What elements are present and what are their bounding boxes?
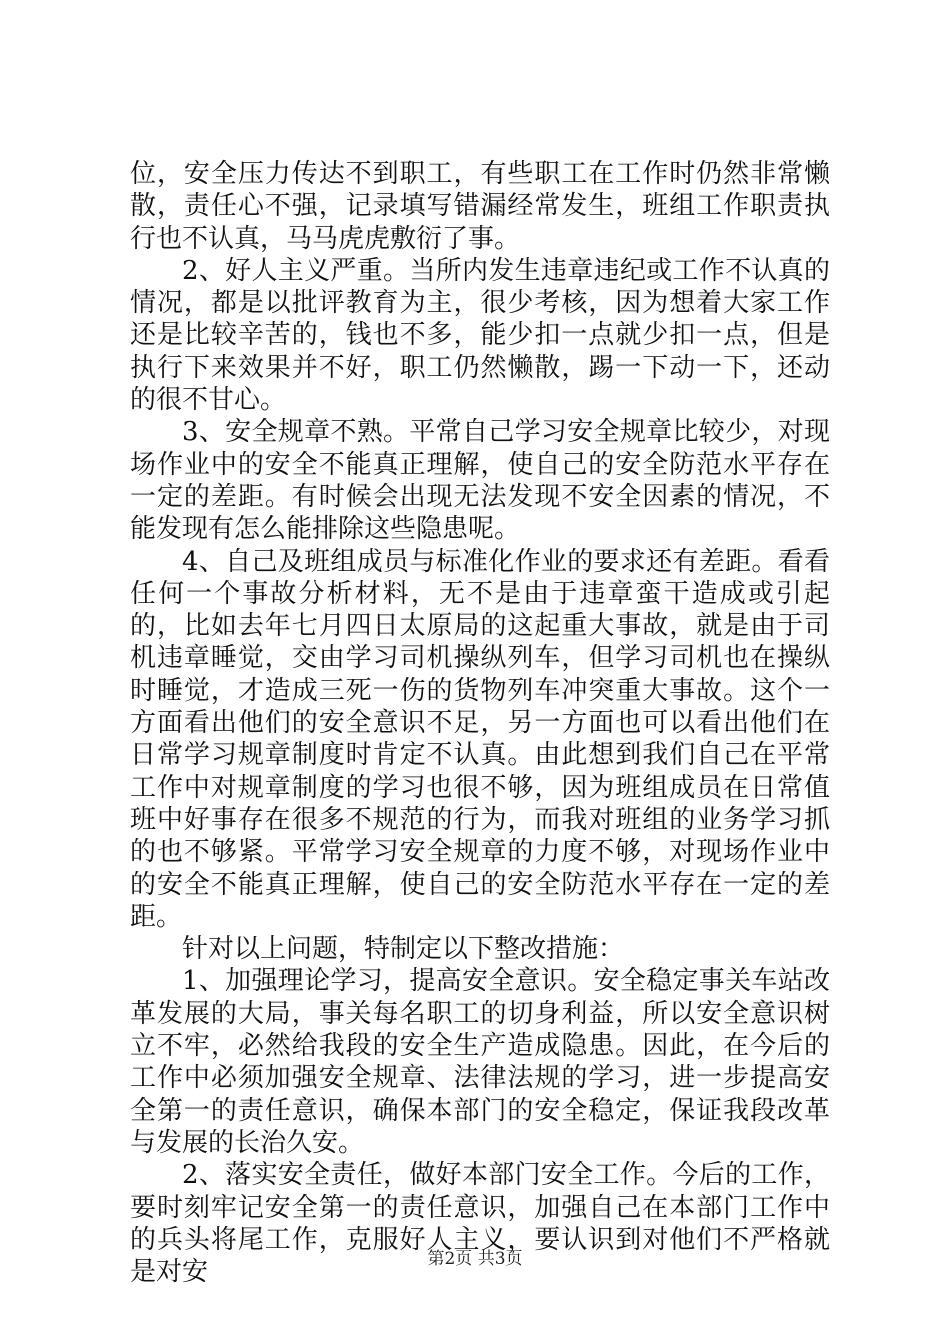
paragraph-measure-2: 2、落实安全责任，做好本部门安全工作。今后的工作，要时刻牢记安全第一的责任意识，加强自己在本部门工作中的兵头将尾工作，克服好人主义，要认识到对他们不严格就是对安 xyxy=(130,1160,830,1288)
paragraph-item-4-standardization: 4、自己及班组成员与标准化作业的要求还有差距。看看任何一个事故分析材料，无不是由于违章蛮干造成或引起的，比如去年七月四日太原局的这起重大事故，就是由于司机违章睡觉，交由学习司机操纵列车，但学习司机也在操纵时睡觉，才造成三死一伤的货物列车冲突重大事故。这个一方面看出他们的安全意识不足，另一方面也可以看出他们在日常学习规章制度时肯定不认真。由此想到我们自己在平常工作中对规章制度的学习也很不够，因为班组成员在日常值班中好事存在很多不规范的行为，而我对班组的业务学习抓的也不够紧。平常学习安全规章的力度不够，对现场作业中的安全不能真正理解，使自己的安全防范水平存在一定的差距。 xyxy=(130,546,830,932)
paragraph-measures-intro: 针对以上问题，特制定以下整改措施： xyxy=(182,934,625,965)
paragraph-item-3-regulations: 3、安全规章不熟。平常自己学习安全规章比较少，对现场作业中的安全不能真正理解，使自己的安全防范水平存在一定的差距。有时候会出现无法发现不安全因素的情况，不能发现有怎么能排除这些隐患呢。 xyxy=(130,417,830,545)
document-body xyxy=(130,158,830,1288)
paragraph-item-2-favoritism: 2、好人主义严重。当所内发生违章违纪或工作不认真的情况，都是以批评教育为主，很少考核，因为想着大家工作还是比较辛苦的，钱也不多，能少扣一点就少扣一点，但是执行下来效果并不好，职工仍然懒散，踢一下动一下，还动的很不甘心。 xyxy=(130,255,830,416)
paragraph-measure-1: 1、加强理论学习，提高安全意识。安全稳定事关车站改革发展的大局，事关每名职工的切身利益，所以安全意识树立不牢，必然给我段的安全生产造成隐患。因此，在今后的工作中必须加强安全规章、法律法规的学习，进一步提高安全第一的责任意识，确保本部门的安全稳定，保证我段改革与发展的长治久安。 xyxy=(130,966,830,1158)
page-number-footer: 第2页 共3页 xyxy=(427,1249,523,1269)
paragraph-continuation: 位，安全压力传达不到职工，有些职工在工作时仍然非常懒散，责任心不强，记录填写错漏经常发生，班组工作职责执行也不认真，马马虎虎敷衍了事。 xyxy=(130,159,830,254)
